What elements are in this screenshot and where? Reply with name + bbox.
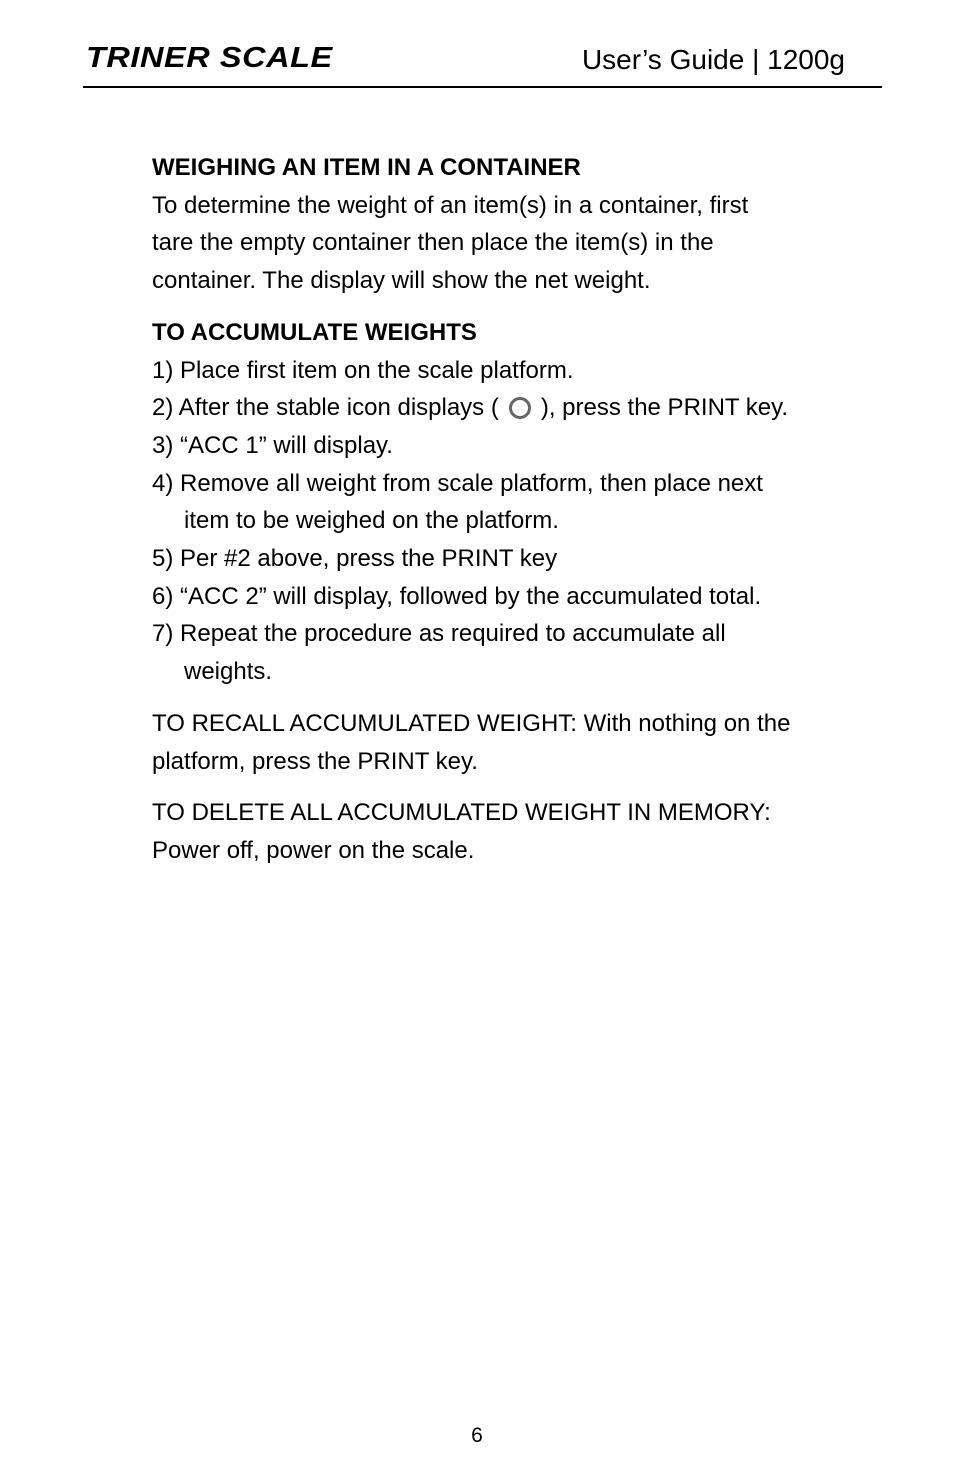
step-6: 6) “ACC 2” will display, followed by the accumulated total. <box>152 582 762 610</box>
stable-circle-icon <box>509 397 531 419</box>
page-content <box>152 149 792 884</box>
recall-section <box>152 705 792 780</box>
recall-text: TO RECALL ACCUMULATED WEIGHT: With nothing on the platform, press the PRINT key. <box>152 709 791 775</box>
step-3: 3) “ACC 1” will display. <box>152 431 393 459</box>
step-2-text-after: ), press the PRINT key. <box>540 394 789 422</box>
brand-logo-text: TRINER SCALE <box>86 42 333 74</box>
step-7: 7) Repeat the procedure as required to accumulate all weights. <box>152 620 726 686</box>
accumulate-section <box>152 314 792 691</box>
delete-section <box>152 794 792 869</box>
step-5: 5) Per #2 above, press the PRINT key <box>152 545 558 573</box>
accumulate-steps <box>152 352 792 691</box>
accumulate-heading: TO ACCUMULATE WEIGHTS <box>152 318 477 346</box>
page-header <box>83 38 882 88</box>
container-body: To determine the weight of an item(s) in a container, first tare the empty container then place the item(s) in the container. The display will show the net weight. <box>152 191 749 295</box>
step-2-text-before: 2) After the stable icon displays ( <box>152 394 499 422</box>
guide-title: User’s Guide | 1200g <box>581 44 845 75</box>
page-number: 6 <box>471 1424 483 1447</box>
step-4: 4) Remove all weight from scale platform, then place next item to be weighed on the platform. <box>152 469 763 535</box>
delete-text: TO DELETE ALL ACCUMULATED WEIGHT IN MEMORY: Power off, power on the scale. <box>152 799 771 864</box>
container-section <box>152 149 792 300</box>
container-heading: WEIGHING AN ITEM IN A CONTAINER <box>152 154 581 181</box>
step-2 <box>152 389 792 427</box>
step-1: 1) Place first item on the scale platform. <box>152 356 574 384</box>
